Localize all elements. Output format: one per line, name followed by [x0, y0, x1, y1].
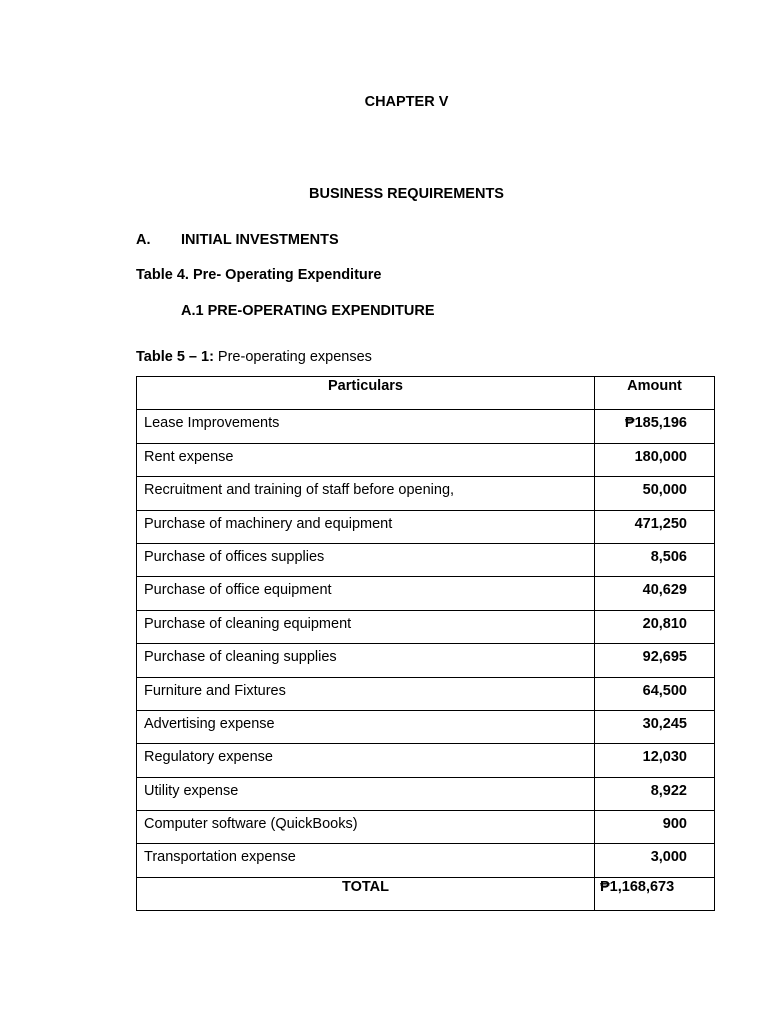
amount-cell: 180,000: [595, 443, 715, 476]
amount-cell: 40,629: [595, 577, 715, 610]
table5-caption-label: Table 5 – 1:: [136, 349, 214, 365]
table-row: [137, 410, 715, 443]
amount-cell: 8,922: [595, 777, 715, 810]
table-row: [137, 543, 715, 576]
particular-cell: Regulatory expense: [137, 744, 595, 777]
table-row: [137, 777, 715, 810]
table-row: [137, 677, 715, 710]
particular-cell: Recruitment and training of staff before opening,: [137, 477, 595, 510]
particular-cell: Computer software (QuickBooks): [137, 811, 595, 844]
particular-cell: Utility expense: [137, 777, 595, 810]
particular-cell: Purchase of cleaning supplies: [137, 644, 595, 677]
table-row: [137, 644, 715, 677]
total-amount: ₱1,168,673: [595, 877, 715, 910]
amount-cell: 12,030: [595, 744, 715, 777]
amount-cell: 3,000: [595, 844, 715, 877]
table-row: [137, 610, 715, 643]
table-row: [137, 811, 715, 844]
chapter-heading: CHAPTER V: [364, 94, 449, 110]
table-row: [137, 577, 715, 610]
table-row: [137, 443, 715, 476]
particular-cell: Advertising expense: [137, 710, 595, 743]
particular-cell: Purchase of office equipment: [137, 577, 595, 610]
page-title: BUSINESS REQUIREMENTS: [309, 186, 504, 202]
particular-cell: Purchase of offices supplies: [137, 543, 595, 576]
section-title: INITIAL INVESTMENTS: [181, 232, 339, 248]
amount-cell: 64,500: [595, 677, 715, 710]
table-header-row: [137, 377, 715, 410]
amount-cell: ₱185,196: [595, 410, 715, 443]
amount-cell: 50,000: [595, 477, 715, 510]
particular-cell: Purchase of machinery and equipment: [137, 510, 595, 543]
table-row: [137, 844, 715, 877]
particular-cell: Transportation expense: [137, 844, 595, 877]
table-row: [137, 510, 715, 543]
amount-cell: 20,810: [595, 610, 715, 643]
particular-cell: Lease Improvements: [137, 410, 595, 443]
table5-caption: [136, 349, 372, 365]
total-row: [137, 877, 715, 910]
amount-cell: 30,245: [595, 710, 715, 743]
amount-cell: 471,250: [595, 510, 715, 543]
expenses-table: [136, 376, 715, 911]
section-letter: A.: [136, 232, 151, 248]
amount-cell: 8,506: [595, 543, 715, 576]
particular-cell: Furniture and Fixtures: [137, 677, 595, 710]
table5-caption-text: Pre-operating expenses: [213, 349, 372, 365]
amount-cell: 900: [595, 811, 715, 844]
amount-cell: 92,695: [595, 644, 715, 677]
column-header-particulars: Particulars: [137, 377, 595, 410]
table-row: [137, 710, 715, 743]
particular-cell: Purchase of cleaning equipment: [137, 610, 595, 643]
table-row: [137, 477, 715, 510]
table-row: [137, 744, 715, 777]
particular-cell: Rent expense: [137, 443, 595, 476]
total-label: TOTAL: [137, 877, 595, 910]
table4-caption: Table 4. Pre- Operating Expenditure: [136, 267, 382, 283]
subsection-title: A.1 PRE-OPERATING EXPENDITURE: [181, 303, 435, 319]
column-header-amount: Amount: [595, 377, 715, 410]
